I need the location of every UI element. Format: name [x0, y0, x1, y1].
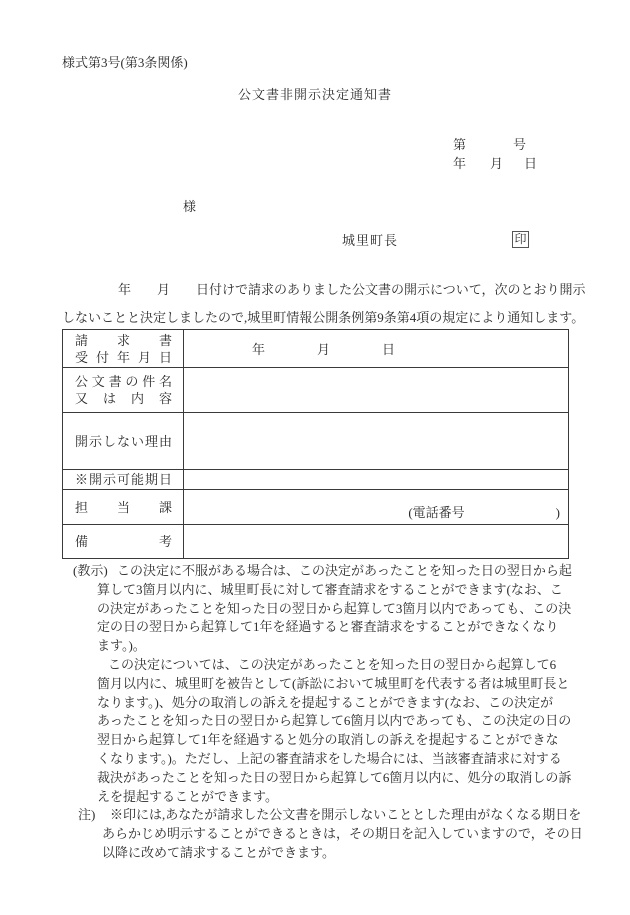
kyoji-line: ます。)。: [97, 638, 146, 654]
table-row-disclosure-date: [63, 470, 569, 490]
kyoji-line: 翌日から起算して1年を経過すると処分の取消しの訴えを提起することができな: [97, 732, 559, 748]
kyoji-line: 箇月以内に、城里町を被告として(訴訟において城里町を代表する者は城里町長と: [97, 675, 570, 691]
table-row-request-received: [63, 330, 569, 368]
form-number: 様式第3号(第3条関係): [62, 55, 188, 70]
reason-label: 開示しない理由: [63, 413, 184, 470]
kyoji-label: (教示): [73, 563, 108, 578]
date-day-label: 日: [524, 156, 538, 171]
body-text-line-2: しないことと決定しましたので,城里町情報公開条例第9条第4項の規定により通知します。: [62, 310, 585, 325]
remarks-label: 備考: [63, 525, 184, 559]
reason-value: [184, 413, 569, 470]
page-title: 公文書非開示決定通知書: [237, 87, 392, 102]
kyoji-line: 裁決があったことを知った日の翌日から起算して6箇月以内に、処分の取消しの訴: [97, 769, 572, 785]
section-label: 担当課: [63, 490, 184, 525]
notes-section: [0, 562, 630, 863]
table-row-remarks: [63, 525, 569, 559]
doc-number-suffix: 号: [513, 137, 527, 152]
request-received-label: 請求書 受付年月日: [63, 330, 184, 368]
note-line: あらかじめ明示することができるときは，その期日を記入していますので，その日: [102, 826, 583, 842]
doc-number-prefix: 第: [453, 137, 467, 152]
kyoji-line: 定の日の翌日から起算して1年を経過すると審査請求をすることができなくなり: [97, 619, 559, 635]
note-line: 以降に改めて請求することができます。: [102, 844, 335, 860]
kyoji-line: この決定については、この決定があったことを知った日の翌日から起算して6: [108, 656, 557, 672]
addressee-suffix: 様: [183, 199, 197, 214]
request-received-value: 年 月 日: [184, 330, 569, 368]
remarks-value: [184, 525, 569, 559]
note-label: 注): [78, 807, 96, 823]
kyoji-line: 算して3箇月以内に、城里町長に対して審査請求をすることができます(なお、こ: [97, 581, 563, 597]
section-phone-value: (電話番号 ): [184, 490, 569, 525]
kyoji-line: あったことを知った日の翌日から起算して6箇月以内であっても、この決定の日の: [97, 713, 572, 729]
note-line: 注) ※印には,あなたが請求した公文書を開示しないこととした理由がなくなる期日を: [0, 806, 630, 825]
decision-details-table: [62, 329, 569, 559]
kyoji-line: の決定があったことを知った日の翌日から起算して3箇月以内であっても、この決: [97, 600, 572, 616]
issue-date-line: [440, 137, 537, 188]
seal-mark: 印: [512, 231, 529, 248]
date-month-label: 月: [490, 156, 504, 171]
disclosure-date-label: ※開示可能期日: [63, 470, 184, 490]
document-name-label: 公文書の件名 又は内容: [63, 368, 184, 413]
kyoji-line: なります。)、処分の取消しの訴えを提起することができます(なお、この決定が: [97, 694, 554, 710]
date-year-label: 年: [453, 156, 467, 171]
kyoji-line: えを提起することができます。: [97, 788, 278, 804]
kyoji-line: くなります。)。ただし、上記の審査請求をした場合には、当該審査請求に対する: [97, 750, 562, 766]
body-text-line-1: 年 月 日付けで請求のありました公文書の開示について，次のとおり開示: [118, 282, 586, 297]
document-name-value: [184, 368, 569, 413]
disclosure-date-value: [184, 470, 569, 490]
table-row-section: [63, 490, 569, 525]
table-row-reason: [63, 413, 569, 470]
kyoji-line: (教示) この決定に不服がある場合は、この決定があったことを知った日の翌日から起: [0, 562, 630, 581]
sender-name: 城里町長: [342, 233, 399, 248]
table-row-document-name: [63, 368, 569, 413]
